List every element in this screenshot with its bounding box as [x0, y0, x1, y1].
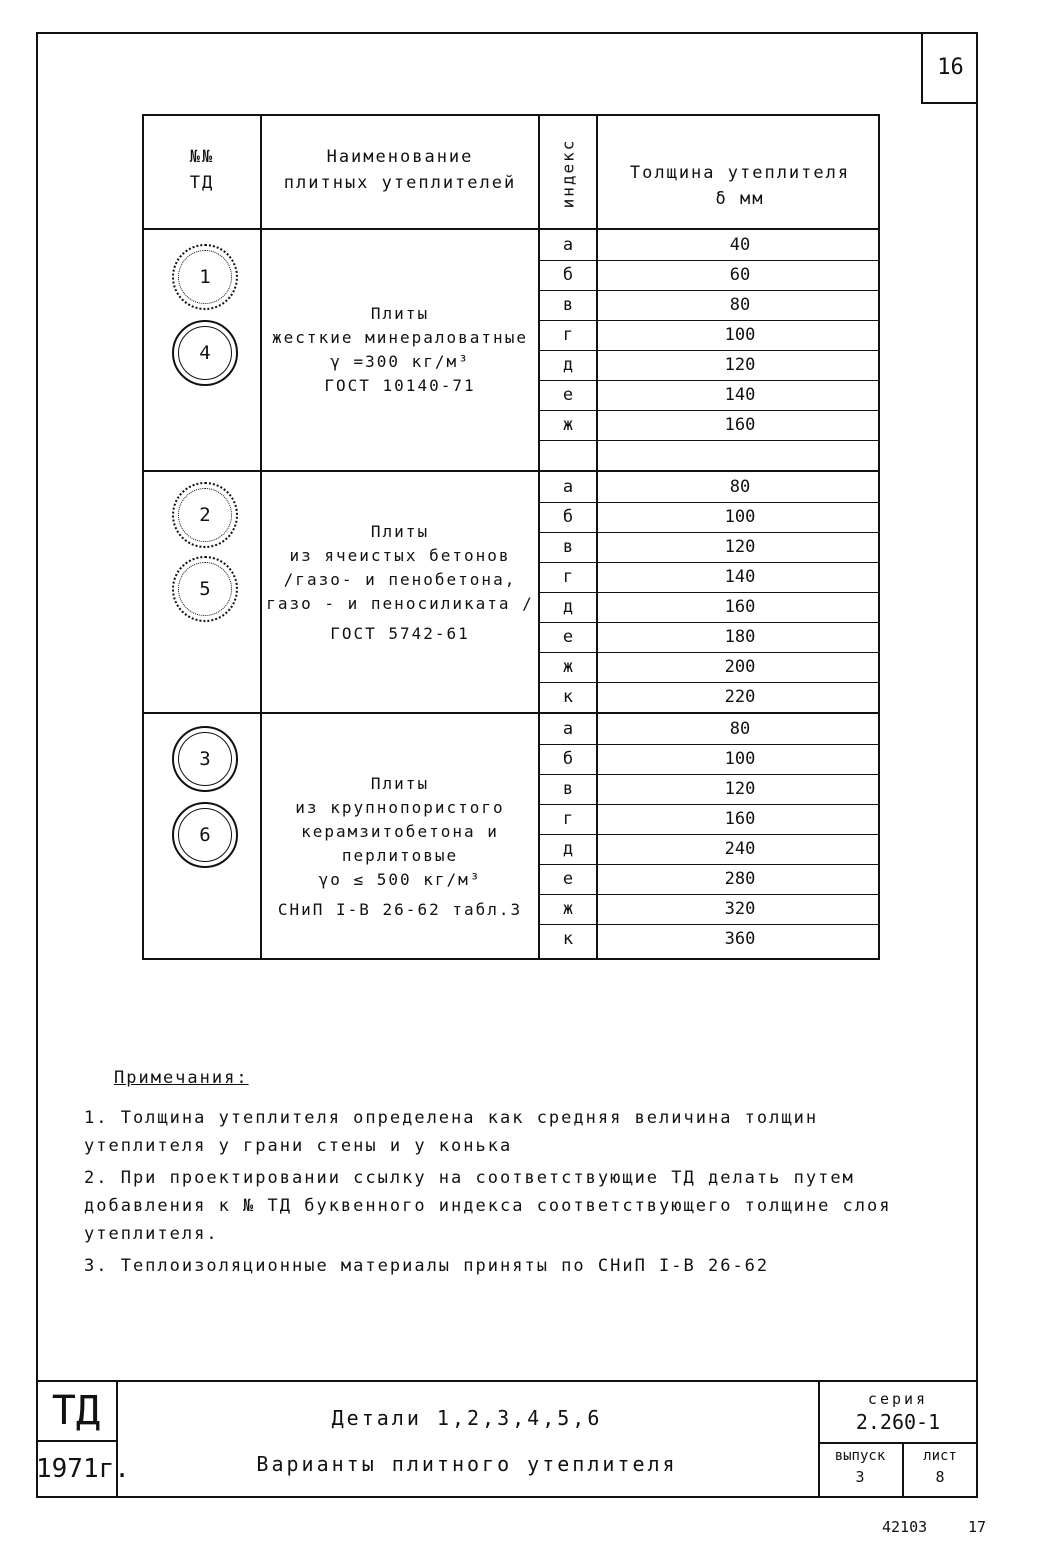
notes-title: Примечания:: [114, 1068, 249, 1088]
index-cell: г: [562, 567, 574, 587]
thickness-cell: 40: [729, 235, 751, 255]
detail-circle-3: 3: [172, 726, 238, 792]
thickness-cell: 80: [729, 719, 751, 739]
issue-label: выпуск: [834, 1448, 886, 1464]
detail-circle-2: 2: [172, 482, 238, 548]
footer-left: 42103: [882, 1518, 928, 1536]
index-cell: г: [562, 809, 574, 829]
thickness-cell: 80: [729, 295, 751, 315]
thickness-cell: 320: [724, 899, 756, 919]
index-cell: к: [562, 687, 574, 707]
index-cell: а: [562, 719, 574, 739]
thickness-cell: 100: [724, 749, 756, 769]
thickness-cell: 160: [724, 597, 756, 617]
stamp-title-1: Детали 1,2,3,4,5,6: [331, 1406, 603, 1430]
thickness-cell: 120: [724, 355, 756, 375]
index-cell: д: [562, 839, 574, 859]
detail-circle-4: 4: [172, 320, 238, 386]
header-name: Наименование плитных утеплителей: [283, 147, 517, 193]
thickness-cell: 60: [729, 265, 751, 285]
detail-circle-1: 1: [172, 244, 238, 310]
thickness-cell: 140: [724, 567, 756, 587]
thickness-cell: 100: [724, 507, 756, 527]
thickness-cell: 140: [724, 385, 756, 405]
thickness-cell: 120: [724, 779, 756, 799]
index-cell: д: [562, 355, 574, 375]
index-cell: в: [562, 779, 574, 799]
index-cell: к: [562, 929, 574, 949]
thickness-cell: 360: [724, 929, 756, 949]
note-2: 2. При проектировании ссылку на соответствующие ТД делать путем добавления к № ТД буквенного индекса соответствующего толщине слоя утеплителя.: [84, 1168, 892, 1244]
index-cell: б: [562, 749, 574, 769]
notes: [84, 1064, 904, 1284]
header-index: индекс: [558, 138, 578, 208]
header-thickness: Толщина утеплителя δ мм: [629, 163, 851, 209]
stamp-title-2: Варианты плитного утеплителя: [256, 1452, 678, 1476]
thickness-cell: 100: [724, 325, 756, 345]
index-cell: б: [562, 507, 574, 527]
material-group-1: Плиты жесткие минераловатные γ =300 кг/м³ ГОСТ 10140-71: [272, 304, 528, 395]
index-cell: ж: [562, 657, 574, 677]
index-cell: а: [562, 235, 574, 255]
series-value: 2.260-1: [855, 1410, 941, 1434]
material-group-3: Плиты из крупнопористого керамзитобетона и перлитовые γo ≤ 500 кг/м³ СНиП I-В 26-62 табл.3: [277, 774, 523, 919]
page-number: 16: [921, 32, 978, 104]
thickness-cell: 220: [724, 687, 756, 707]
sheet-value: 8: [935, 1468, 945, 1486]
index-cell: г: [562, 325, 574, 345]
note-1: 1. Толщина утеплителя определена как средняя величина толщин утеплителя у грани стены и у конька: [84, 1108, 819, 1156]
detail-circle-6: 6: [172, 802, 238, 868]
index-cell: в: [562, 537, 574, 557]
insulation-table: [142, 114, 880, 960]
index-cell: в: [562, 295, 574, 315]
index-cell: ж: [562, 415, 574, 435]
index-cell: а: [562, 477, 574, 497]
index-cell: д: [562, 597, 574, 617]
index-cell: ж: [562, 899, 574, 919]
material-group-2: Плиты из ячеистых бетонов /газо- и пенобетона, газо - и пеносиликата / ГОСТ 5742-61: [266, 522, 534, 643]
title-block: [36, 1380, 978, 1498]
thickness-cell: 240: [724, 839, 756, 859]
index-cell: е: [562, 869, 574, 889]
index-cell: б: [562, 265, 574, 285]
thickness-cell: 160: [724, 415, 756, 435]
series-label: серия: [867, 1390, 929, 1408]
thickness-cell: 80: [729, 477, 751, 497]
thickness-cell: 200: [724, 657, 756, 677]
detail-circle-5: 5: [172, 556, 238, 622]
thickness-cell: 120: [724, 537, 756, 557]
footer-right: 17: [968, 1518, 987, 1536]
note-3: 3. Теплоизоляционные материалы приняты по СНиП I-В 26-62: [84, 1256, 770, 1276]
index-cell: е: [562, 385, 574, 405]
header-number: №№ ТД: [189, 147, 215, 193]
thickness-cell: 280: [724, 869, 756, 889]
issue-value: 3: [855, 1468, 865, 1486]
thickness-cell: 180: [724, 627, 756, 647]
stamp-td: ТД: [51, 1388, 101, 1434]
thickness-cell: 160: [724, 809, 756, 829]
sheet-label: лист: [923, 1448, 957, 1464]
index-cell: е: [562, 627, 574, 647]
stamp-year: 1971г.: [36, 1454, 130, 1484]
